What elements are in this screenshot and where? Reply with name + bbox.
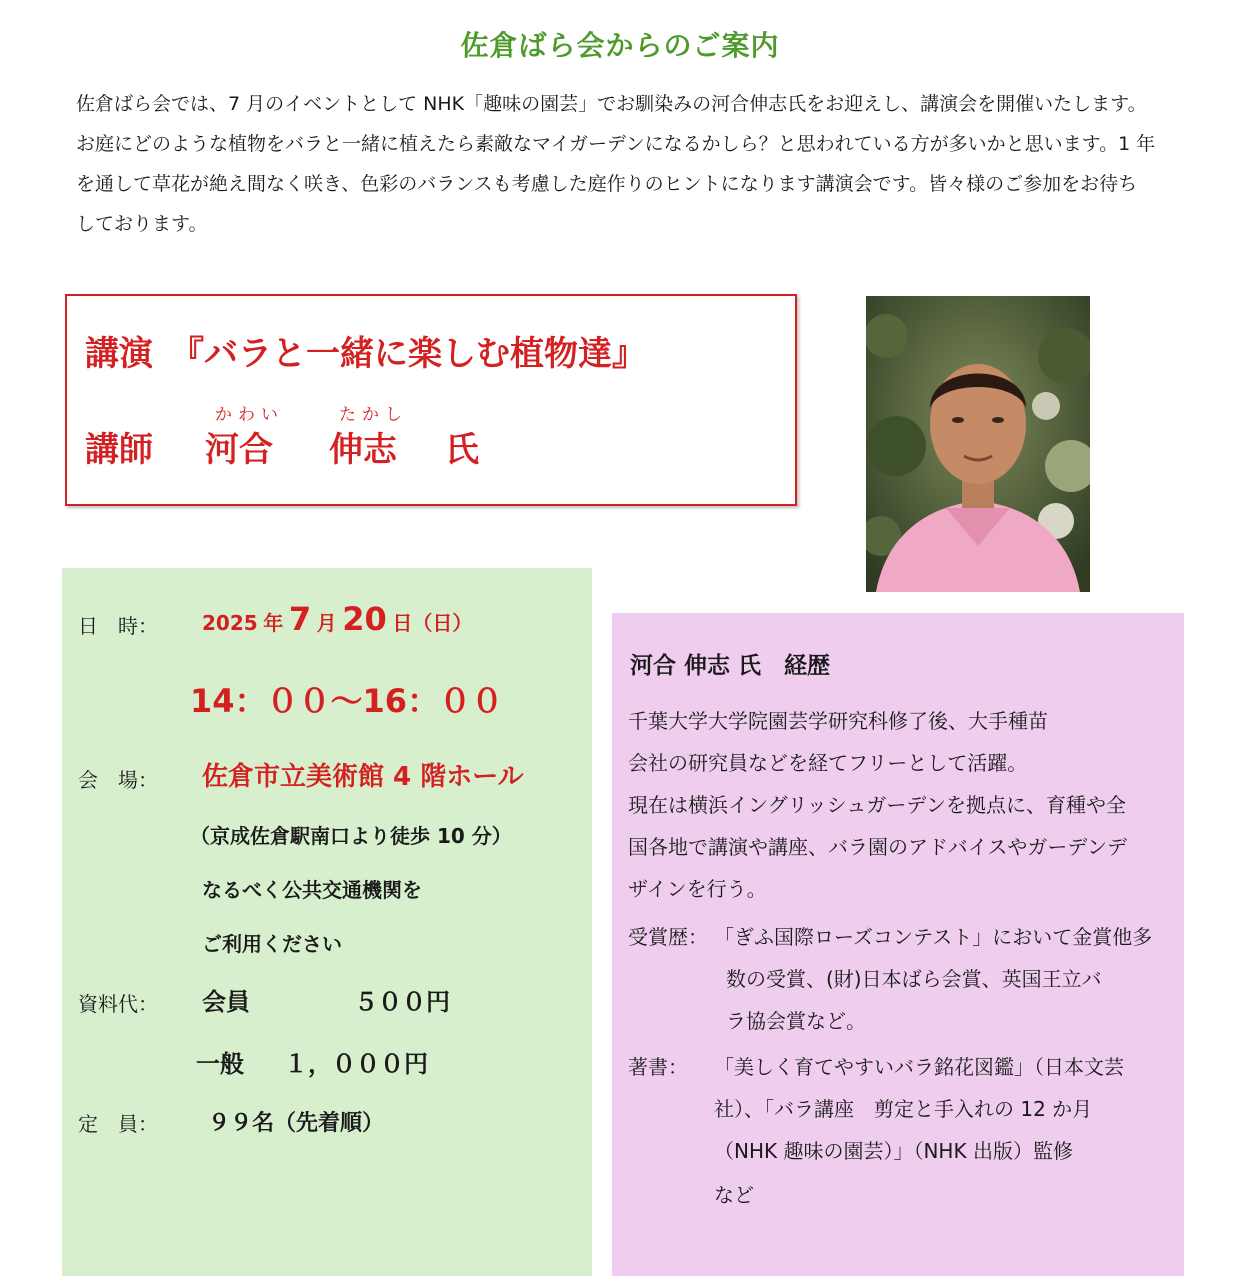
venue-name: 佐倉市立美術館 4 階ホール: [202, 762, 524, 792]
event-info-box: [62, 568, 592, 1276]
capacity-label: 定 員：: [78, 1112, 158, 1136]
lecture-box: [65, 294, 797, 506]
lecturer-portrait-image: [866, 296, 1090, 592]
transport-note-2: ご利用ください: [202, 932, 342, 956]
lecturer-family: 河合: [205, 430, 273, 470]
event-time: 14：００～16：００: [190, 682, 504, 720]
ruby-given: たかし: [339, 405, 408, 425]
awards-line: 「ぎふ国際ローズコンテスト」において金賞他多: [714, 925, 1153, 949]
bio-title: 河合 伸志 氏 経歴: [630, 653, 831, 679]
intro-line: お庭にどのような植物をバラと一緒に植えたら素敵なマイガーデンになるかしら？と思われている方が多いかと思います。1 年: [76, 133, 1156, 155]
bio-line: 現在は横浜イングリッシュガーデンを拠点に、育種や全: [628, 793, 1126, 817]
intro-line: を通して草花が絶え間なく咲き、色彩のバランスも考慮した庭作りのヒントになります講演会です。皆々様のご参加をお待ち: [76, 173, 1138, 195]
fee-label: 資料代：: [78, 992, 158, 1016]
venue-label: 会 場：: [78, 768, 158, 792]
lecturer-line: [85, 422, 479, 471]
books-line: など: [714, 1183, 754, 1207]
lecturer-photo: [866, 296, 1090, 592]
lecture-title: 講演 『バラと一緒に楽しむ植物達』: [85, 334, 646, 374]
intro-text: [76, 84, 1186, 244]
books-line: （NHK 趣味の園芸）」（NHK 出版）監修: [714, 1139, 1073, 1163]
fee-member-label: 会員: [202, 988, 250, 1016]
ruby-family: かわい: [215, 405, 284, 425]
awards-label: 受賞歴：: [628, 925, 708, 949]
date-label: 日 時：: [78, 614, 158, 638]
intro-line: しております。: [76, 213, 208, 235]
intro-line: 佐倉ばら会では、7 月のイベントとして NHK「趣味の園芸」でお馴染みの河合伸志氏をお迎えし、講演会を開催いたします。: [76, 93, 1147, 115]
lecturer-bio-box: [612, 613, 1184, 1276]
books-line: 社）、「バラ講座 剪定と手入れの 12 か月: [714, 1097, 1093, 1121]
bio-line: 国各地で講演や講座、バラ園のアドバイスやガーデンデ: [628, 835, 1127, 859]
awards-line: 数の受賞、(財)日本ばら会賞、英国王立バ: [726, 967, 1102, 991]
awards-line: ラ協会賞など。: [726, 1009, 866, 1033]
fee-general: １，０００円: [284, 1050, 428, 1078]
bio-line: ザインを行う。: [628, 877, 767, 901]
lecturer-suffix: 氏: [445, 430, 479, 470]
lecturer-given: 伸志: [329, 430, 397, 470]
capacity-value: ９９名（先着順）: [208, 1111, 385, 1136]
fee-general-label: 一般: [196, 1050, 244, 1078]
bio-line: 千葉大学大学院園芸学研究科修了後、大手種苗: [628, 709, 1048, 733]
fee-member: ５００円: [354, 988, 450, 1016]
page-title: 佐倉ばら会からのご案内: [460, 29, 780, 62]
venue-access: （京成佐倉駅南口より徒歩 10 分）: [190, 824, 512, 848]
books-label: 著書：: [628, 1055, 688, 1079]
bio-line: 会社の研究員などを経てフリーとして活躍。: [628, 751, 1028, 775]
books-line: 「美しく育てやすいバラ銘花図鑑」（日本文芸: [714, 1055, 1124, 1079]
lecturer-label: 講師: [85, 430, 153, 470]
event-date: 2025 年 7 月 20 日（日）: [202, 600, 473, 638]
transport-note-1: なるべく公共交通機関を: [202, 878, 422, 902]
